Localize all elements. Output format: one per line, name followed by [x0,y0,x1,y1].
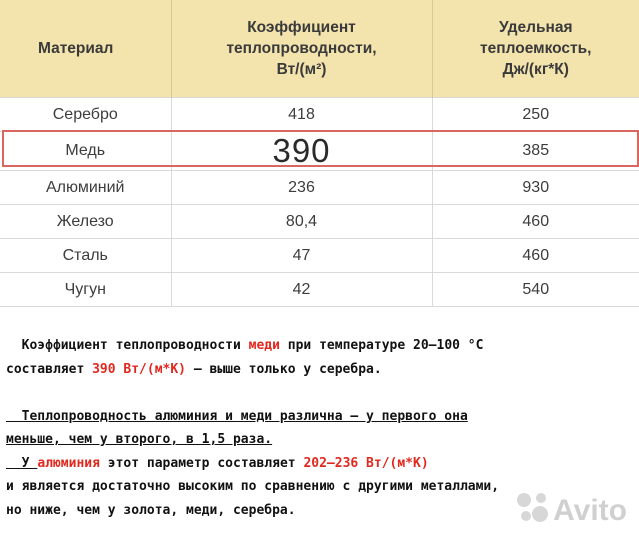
table-row [0,273,639,307]
table-row [0,239,639,273]
spacer [6,381,634,405]
avito-dots-icon [514,490,550,532]
cell-conductivity: 390 [171,132,432,171]
table-row [0,171,639,205]
cell-conductivity: 418 [171,98,432,132]
cell-material: Чугун [0,273,171,307]
paragraph-copper-line-1: Коэффициент теплопроводности меди при температуре 20–100 °С [6,338,484,353]
table-header-row [0,0,639,98]
watermark-label: Avito [553,494,627,527]
paragraph-copper-line-2: составляет 390 Вт/(м*К) – выше только у серебра. [6,361,382,377]
paragraph-difference-line-2: меньше, чем у второго, в 1,5 раза. [6,432,273,447]
cell-heat-capacity: 250 [432,98,639,132]
header-heat-capacity: Удельная теплоемкость, Дж/(кг*К) [432,0,639,98]
cell-material: Алюминий [0,171,171,205]
table-row [0,98,639,132]
cell-material: Железо [0,205,171,239]
cell-heat-capacity: 385 [432,132,639,171]
cell-heat-capacity: 930 [432,171,639,205]
watermark-logo [514,490,627,532]
cell-material: Медь [0,132,171,171]
table-row [0,205,639,239]
cell-conductivity: 47 [171,239,432,273]
paragraph-aluminium-line-3: но ниже, чем у золота, меди, серебра. [6,502,296,518]
cell-conductivity: 80,4 [171,205,432,239]
cell-material: Серебро [0,98,171,132]
cell-material: Сталь [0,239,171,273]
table-row-highlighted [0,132,639,171]
header-conductivity: Коэффициент теплопроводности, Вт/(м²) [171,0,432,98]
header-material: Материал [0,0,171,98]
cell-heat-capacity: 540 [432,273,639,307]
paragraph-aluminium-line-2: и является достаточно высоким по сравнению с другими металлами, [6,479,500,494]
cell-heat-capacity: 460 [432,239,639,273]
paragraph-aluminium-line-1: У алюминия этот параметр составляет 202–236 Вт/(м*К) [6,455,429,471]
cell-conductivity: 236 [171,171,432,205]
cell-heat-capacity: 460 [432,205,639,239]
paragraph-difference-line-1: Теплопроводность алюминия и меди различна – у первого она [6,408,468,424]
cell-conductivity: 42 [171,273,432,307]
